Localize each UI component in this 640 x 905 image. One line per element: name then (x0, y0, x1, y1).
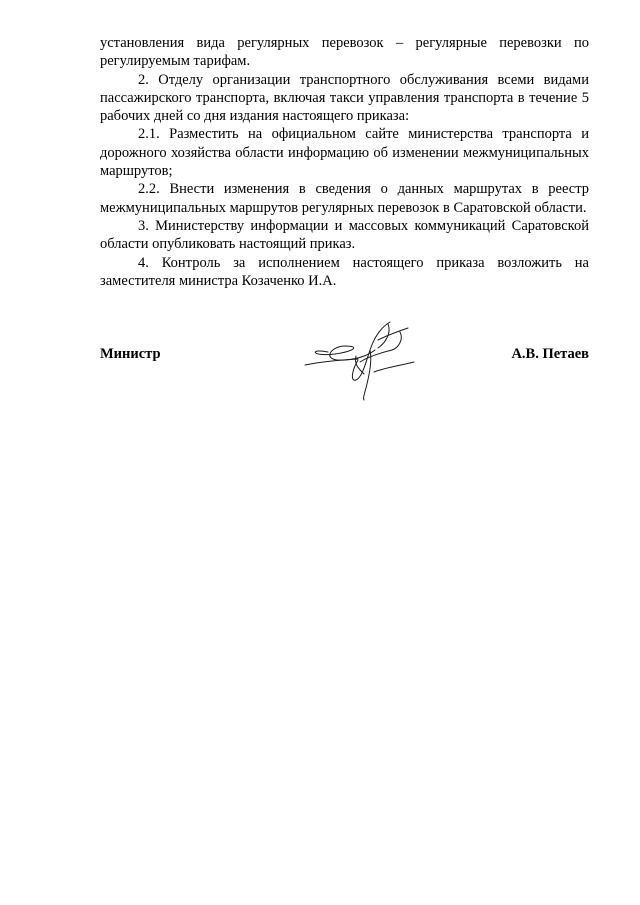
paragraph-item-3: 3. Министерству информации и массовых коммуникаций Саратовской области опубликовать настоящий приказ. (100, 217, 589, 253)
paragraph-item-2-2: 2.2. Внести изменения в сведения о данных маршрутах в реестр межмуниципальных маршрутов регулярных перевозок в Саратовской области. (100, 181, 589, 216)
handwritten-signature (300, 310, 420, 405)
signatory-name: А.В. Петаев (511, 346, 589, 362)
paragraph-item-2-1: 2.1. Разместить на официальном сайте министерства транспорта и дорожного хозяйства области информацию об изменении межмуниципальных маршрутов; (100, 126, 589, 180)
document-body (100, 34, 589, 290)
signatory-title: Министр (100, 346, 161, 362)
paragraph-continuation: установления вида регулярных перевозок – регулярные перевозки по регулируемым тарифам. (100, 35, 589, 70)
paragraph-item-4: 4. Контроль за исполнением настоящего приказа возложить на заместителя министра Козаченко И.А. (100, 254, 589, 289)
paragraph-item-2: 2. Отделу организации транспортного обслуживания всеми видами пассажирского транспорта, включая такси управления транспорта в течение 5 рабочих дней со дня издания настоящего приказа: (100, 71, 589, 125)
